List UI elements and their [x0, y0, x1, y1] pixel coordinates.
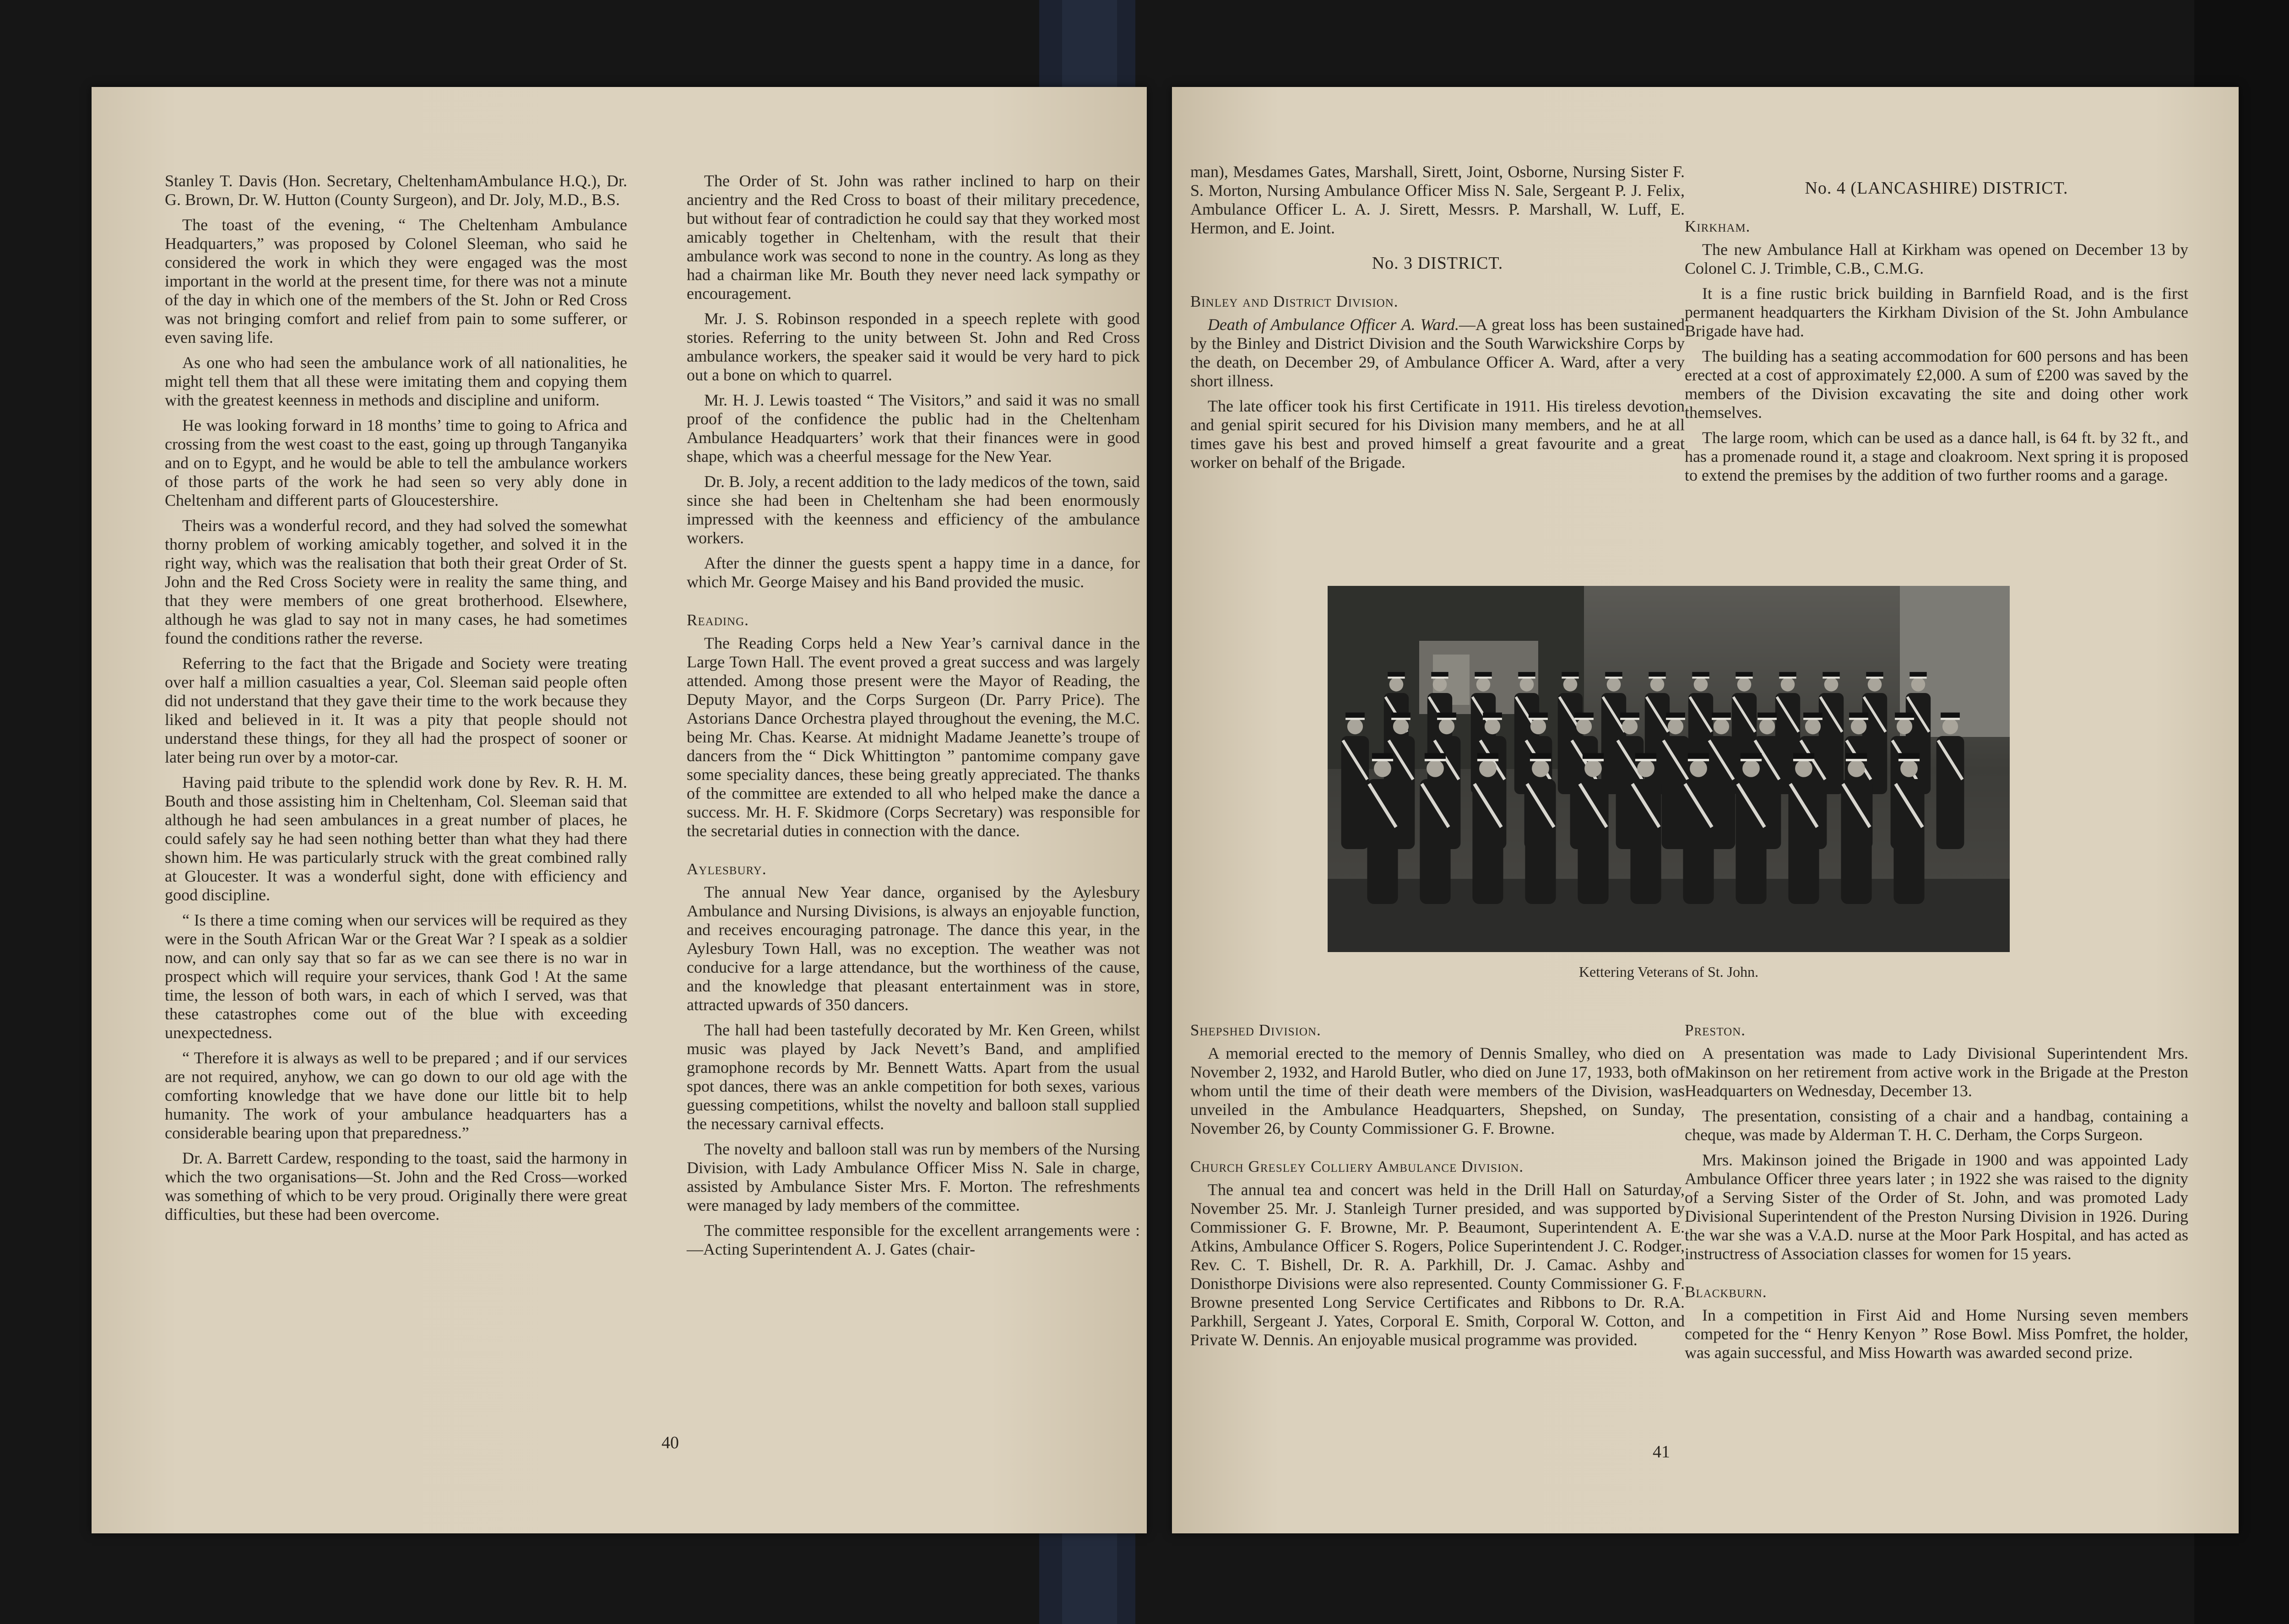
article-paragraph: Mr. J. S. Robinson responded in a speech replete with good stories. Referring to the unity between St. John and Red Cross ambulance workers, the speaker said it would be very hard to pick out a bone on which to quarrel. [687, 309, 1140, 384]
cap-band [1477, 759, 1498, 761]
article-paragraph: Mrs. Makinson joined the Brigade in 1900 and was appointed Lady Ambulance Officer three years later ; in 1922 she was raised to the dignity of a Serving Sister of the Order of St. John, and was promoted Lady Divisional Superintendent of the Preston Nursing Division in 1926. During the war she was a V.A.D. nurse at the Moor Park Hospital, and has acted as instructress of Association classes for women for 15 years. [1685, 1151, 2188, 1263]
face [1650, 677, 1665, 692]
face [1737, 677, 1752, 692]
section-heading: Kirkham. [1685, 217, 1751, 235]
face [1868, 677, 1882, 692]
article-paragraph: Mr. H. J. Lewis toasted “ The Visitors,” and said it was no small proof of the confidence the public had in the Cheltenham Ambulance Headquarters’ work that their finances were in good shape, which was a cheerful message for the New Year. [687, 391, 1140, 466]
cap-band [1437, 718, 1456, 720]
article-paragraph: The presentation, consisting of a chair and a handbag, containing a cheque, was made by Alderman T. H. C. Derham, the Corps Surgeon. [1685, 1107, 2188, 1144]
face [1479, 760, 1497, 777]
face [1942, 719, 1958, 734]
face [1476, 677, 1491, 692]
uniformed-figure [1420, 779, 1450, 904]
article-paragraph: The annual New Year dance, organised by the Aylesbury Ambulance and Nursing Divisions, is always an enjoyable function, and receives encouraging patronage. The dance this year, in the Aylesbury Town Hall, was no exception. The weather was not conducive for a large attendance, but the worthiness of the cause, and the knowledge that pleasant entertainment was in store, attracted upwards of 350 dancers. [687, 883, 1140, 1014]
section-heading: Church Gresley Colliery Ambulance Division. [1190, 1158, 1524, 1175]
uniformed-figure [1732, 693, 1757, 794]
cap-band [1530, 759, 1551, 761]
uniformed-men-group [1341, 672, 1964, 904]
article-paragraph: A memorial erected to the memory of Dennis Smalley, who died on November 2, 1932, and Harold Butler, who died on June 17, 1933, both of whom until the time of their death were members of the Division, was unveiled in the Ambulance Headquarters, Shepshed, on Sunday, November 26, by County Commissioner G. F. Browne. [1190, 1044, 1685, 1137]
face [1520, 677, 1534, 692]
right-page-column-1 [1190, 162, 1685, 478]
face [1439, 719, 1454, 734]
face [1485, 719, 1500, 734]
article-paragraph: “ Is there a time coming when our services will be required as they were in the South African War or the Great War ? I speak as a soldier now, and can only say that so far as we can see there is no war in prospect which will require your services, thank God ! At the same time, the lesson of both wars, in each of which I served, was that these catastrophes come out of the blue with exceeding unexpectedness. [165, 911, 627, 1042]
left-page-column-1 [165, 172, 627, 1230]
cap-band [1483, 718, 1502, 720]
district-heading: No. 3 DISTRICT. [1372, 254, 1503, 273]
article-paragraph: A presentation was made to Lady Divisional Superintendent Mrs. Makinson on her retirement from active work in the Brigade at the Preston Headquarters on Wednesday, December 13. [1685, 1044, 2188, 1100]
face [1347, 719, 1363, 734]
face [1576, 719, 1592, 734]
cap-band [1574, 718, 1594, 720]
article-paragraph: man), Mesdames Gates, Marshall, Sirett, Joint, Osborne, Nursing Sister F. S. Morton, Nursing Ambulance Officer Miss N. Sale, Sergeant P. J. Felix, Ambulance Officer L. A. J. Sirett, Messrs. P. Marshall, W. Luff, E. Hermon, and E. Joint. [1190, 162, 1685, 237]
cap-band [1941, 718, 1960, 720]
article-paragraph: The large room, which can be used as a dance hall, is 64 ft. by 32 ft., and has a promenade round it, a stage and cloakroom. Next spring it is proposed to extend the premises by the addition of two further rooms and a garage. [1685, 428, 2188, 484]
cap-band [1779, 677, 1796, 678]
article-paragraph: The late officer took his first Certificate in 1911. His tireless devotion and genial spirit secured for his Division many members, and he at all times gave his best and proved himself a great favourite and a great worker on behalf of the Brigade. [1190, 397, 1685, 471]
uniformed-figure [1578, 779, 1608, 904]
face [1897, 719, 1912, 734]
cap-band [1823, 677, 1839, 678]
article-paragraph: After the dinner the guests spent a happy time in a dance, for which Mr. George Maisey and his Band provided the music. [687, 554, 1140, 591]
face [1690, 760, 1707, 777]
face [1584, 760, 1602, 777]
article-paragraph: The hall had been tastefully decorated by Mr. Ken Green, whilst music was played by Jack Nevett’s Band, and amplified gramophone records by Mr. Bennett Watts. Apart from the usual spot dances, there was an ankle competition for both sexes, various guessing competitions, whilst the novelty and balloon stall supplied the necessary carnival effects. [687, 1021, 1140, 1133]
section-heading: Aylesbury. [687, 860, 767, 878]
uniformed-figure [1367, 779, 1398, 904]
face [1389, 677, 1404, 692]
cap-band [1425, 759, 1446, 761]
cap-band [1372, 759, 1393, 761]
cap-band [1909, 677, 1926, 678]
article-paragraph: The toast of the evening, “ The Cheltenham Ambulance Headquarters,” was proposed by Colonel Sleeman, who said he considered the work in which they were engaged was the most important in the world at the present time, for there was not a minute of the day in which one of the members of the St. John or Red Cross was not bringing comfort and relief from pain to some sufferer, or even saving life. [165, 216, 627, 346]
article-paragraph: It is a fine rustic brick building in Barnfield Road, and is the first permanent headquarters the Kirkham Division of the St. John Ambulance Brigade have had. [1685, 284, 2188, 340]
cap-band [1741, 759, 1762, 761]
article-paragraph: The annual tea and concert was held in the Drill Hall on Saturday, November 25. Mr. J. Stanleigh Turner presided, and was supported by Commissioner G. F. Browne, Mr. P. Beaumont, Superintendent A. E. Atkins, Ambulance Officer S. Rogers, Police Superintendent J. C. Rodger, Rev. C. T. Bishell, Dr. R. A. Parkhill, Dr. J. Camac. Ashby and Donisthorpe Divisions were also represented. County Commissioner G. F. Browne presented Long Service Certificates and Ribbons to Dr. R.A. Parkhill, Sergeant J. Yates, Corporal E. Smith, Corporal W. Cotton, and Private W. Dennis. An enjoyable musical programme was provided. [1190, 1180, 1685, 1349]
face [1532, 760, 1549, 777]
cap-band [1562, 677, 1578, 678]
cap-band [1666, 718, 1685, 720]
cap-band [1431, 677, 1448, 678]
face [1795, 760, 1812, 777]
cap-band [1518, 677, 1535, 678]
cap-band [1583, 759, 1604, 761]
right-page [1172, 87, 2239, 1533]
italic-lead: Death of Ambulance Officer A. Ward. [1208, 315, 1459, 334]
right-page-column-2 [1685, 162, 2188, 491]
face [1694, 677, 1708, 692]
district-heading: No. 4 (LANCASHIRE) DISTRICT. [1805, 179, 2068, 198]
right-page-column-4 [1685, 1021, 2188, 1369]
article-paragraph: Dr. B. Joly, a recent addition to the lady medicos of the town, said since she had been in Cheltenham she had been enormously impressed with the keenness and efficiency of the ambulance workers. [687, 472, 1140, 547]
cap-band [1895, 718, 1914, 720]
article-paragraph: Referring to the fact that the Brigade and Society were treating over half a million casualties a year, Col. Sleeman said people often did not understand that they gave their time to the work because they liked and believed in it. It was a pity that people should not understand these things, for they all had the prospect of sooner or later being run over by a motor-car. [165, 654, 627, 766]
uniformed-figure [1472, 779, 1503, 904]
section-heading: Shepshed Division. [1190, 1021, 1321, 1039]
face [1911, 677, 1926, 692]
cap-band [1635, 759, 1656, 761]
uniformed-figure [1630, 779, 1661, 904]
article-paragraph: Theirs was a wonderful record, and they had solved the somewhat thorny problem of working amicably together, and solved it in the right way, which was the realisation that both their great Order of St. John and the Red Cross Society were in reality the same thing, and that they were members of one great brotherhood. Elsewhere, although he was glad to say not in many cases, he had sometimes found the conditions rather the reverse. [165, 516, 627, 647]
right-page-column-3 [1190, 1021, 1685, 1356]
article-paragraph: The committee responsible for the excellent arrangements were :—Acting Superintendent A. J. Gates (chair- [687, 1221, 1140, 1258]
uniformed-figure [1736, 779, 1766, 904]
cap-band [1846, 759, 1867, 761]
cap-band [1866, 677, 1883, 678]
face [1433, 677, 1447, 692]
group-photograph [1328, 586, 2010, 952]
face [1607, 677, 1621, 692]
article-paragraph: The novelty and balloon stall was run by members of the Nursing Division, with Lady Ambulance Officer Miss N. Sale in charge, assisted by Ambulance Sister Mrs. F. Morton. The refreshments were managed by lady members of the committee. [687, 1140, 1140, 1214]
cap-band [1649, 677, 1665, 678]
cap-band [1692, 677, 1709, 678]
left-page-column-2 [687, 172, 1140, 1265]
uniformed-figure [1936, 736, 1964, 849]
face [1900, 760, 1918, 777]
cap-band [1712, 718, 1731, 720]
article-paragraph: The Reading Corps held a New Year’s carnival dance in the Large Town Hall. The event proved a great success and was largely attended. Among those present were the Mayor of Reading, the Deputy Mayor, and the Corps Surgeon (Dr. Parry Price). The Astorians Dance Orchestra played throughout the evening, the M.C. being Mr. Chas. Kearse. At midnight Madame Jeanette’s troupe of dancers from the “ Dick Whittington ” pantomime company gave some speciality dances, these being greatly appreciated. The thanks of the committee are extended to all who helped make the dance a success. Mr. H. F. Skidmore (Corps Secretary) was responsible for the secretarial duties in connection with the dance. [687, 634, 1140, 840]
article-paragraph: The Order of St. John was rather inclined to harp on their ancientry and the Red Cross to boast of their military precedence, but without fear of contradiction he could say that they worked most amicably together in Cheltenham, with the result that their ambulance work was second to none in the country. As long as they had a chairman like Mr. Bouth they never need lack sympathy or encouragement. [687, 172, 1140, 303]
page-number-right: 41 [1653, 1442, 1670, 1462]
section-heading: Binley and District Division. [1190, 292, 1399, 310]
cap-band [1757, 718, 1777, 720]
article-paragraph: The new Ambulance Hall at Kirkham was opened on December 13 by Colonel C. J. Trimble, C.B., C.M.G. [1685, 240, 2188, 277]
cap-band [1898, 759, 1920, 761]
cap-band [1736, 677, 1752, 678]
uniformed-figure [1788, 779, 1819, 904]
face [1427, 760, 1444, 777]
section-heading: Preston. [1685, 1021, 1746, 1039]
face [1848, 760, 1865, 777]
face [1714, 719, 1729, 734]
article-paragraph: Having paid tribute to the splendid work done by Rev. R. H. M. Bouth and those assisting him in Cheltenham, Col. Sleeman said that although he had seen ambulances in a great number of places, he could safely say he had seen nothing better than what they had there shown him. He was particularly struck with the great combined rally at Gloucester. It was a wonderful sight, done with efficiency and good discipline. [165, 773, 627, 904]
photo-caption: Kettering Veterans of St. John. [1578, 964, 1759, 980]
cap-band [1688, 759, 1709, 761]
face [1824, 677, 1839, 692]
face [1759, 719, 1775, 734]
section-heading: Blackburn. [1685, 1283, 1767, 1301]
left-page [92, 87, 1147, 1533]
uniformed-figure [1841, 779, 1871, 904]
face [1742, 760, 1760, 777]
article-paragraph: Dr. A. Barrett Cardew, responding to the toast, said the harmony in which the two organisations—St. John and the Red Cross—worked was something of which to be very proud. Originally there were great difficulties, but these had been overcome. [165, 1149, 627, 1223]
group-photograph-image [1328, 586, 2010, 952]
cap-band [1620, 718, 1639, 720]
face [1781, 677, 1795, 692]
cap-band [1475, 677, 1492, 678]
face [1622, 719, 1638, 734]
uniformed-figure [1525, 779, 1556, 904]
face [1668, 719, 1683, 734]
article-paragraph: Stanley T. Davis (Hon. Secretary, CheltenhamAmbulance H.Q.), Dr. G. Brown, Dr. W. Hutton (County Surgeon), and Dr. Joly, M.D., B.S. [165, 172, 627, 209]
face [1530, 719, 1546, 734]
face [1851, 719, 1866, 734]
face [1563, 677, 1578, 692]
article-paragraph: As one who had seen the ambulance work of all nationalities, he might tell them that all these were imitating them and copying them with the greatest keenness in methods and discipline and uniform. [165, 353, 627, 409]
uniformed-figure [1341, 736, 1369, 849]
page-number-left: 40 [662, 1433, 679, 1452]
uniformed-figure [1893, 779, 1924, 904]
cap-band [1793, 759, 1814, 761]
face [1637, 760, 1654, 777]
article-paragraph [1190, 315, 1685, 390]
article-paragraph: He was looking forward in 18 months’ time to going to Africa and crossing from the west coast to the east, going up through Tanganyika and on to Egypt, and he would be able to tell the ambulance workers of those parts of the work he had seen so very ably done in Cheltenham and different parts of Gloucestershire. [165, 416, 627, 509]
cap-band [1388, 677, 1405, 678]
paragraph-text: —A great loss has been sustained by the Binley and District Division and the South Warwickshire Corps by the death, on December 29, of Ambulance Officer A. Ward, after a very short illness. [1190, 315, 1685, 390]
cap-band [1605, 677, 1622, 678]
article-paragraph: The building has a seating accommodation for 600 persons and has been erected at a cost of approximately £2,000. A sum of £200 was saved by the members of the Division excavating the site and doing other work themselves. [1685, 347, 2188, 422]
section-heading: Reading. [687, 611, 749, 629]
uniformed-figure [1683, 779, 1714, 904]
face [1393, 719, 1409, 734]
cap-band [1849, 718, 1868, 720]
article-paragraph: “ Therefore it is always as well to be prepared ; and if our services are not required, anyhow, we can go down to our old age with the comforting knowledge that we have done our little bit to help humanity. The work of your ambulance headquarters has a considerable bearing upon that preparedness.” [165, 1049, 627, 1142]
cap-band [1391, 718, 1410, 720]
face [1374, 760, 1391, 777]
cap-band [1803, 718, 1823, 720]
face [1805, 719, 1821, 734]
cap-band [1345, 718, 1365, 720]
cap-band [1529, 718, 1548, 720]
article-paragraph: In a competition in First Aid and Home Nursing seven members competed for the “ Henry Kenyon ” Rose Bowl. Miss Pomfret, the holder, was again successful, and Miss Howarth was awarded second prize. [1685, 1306, 2188, 1362]
